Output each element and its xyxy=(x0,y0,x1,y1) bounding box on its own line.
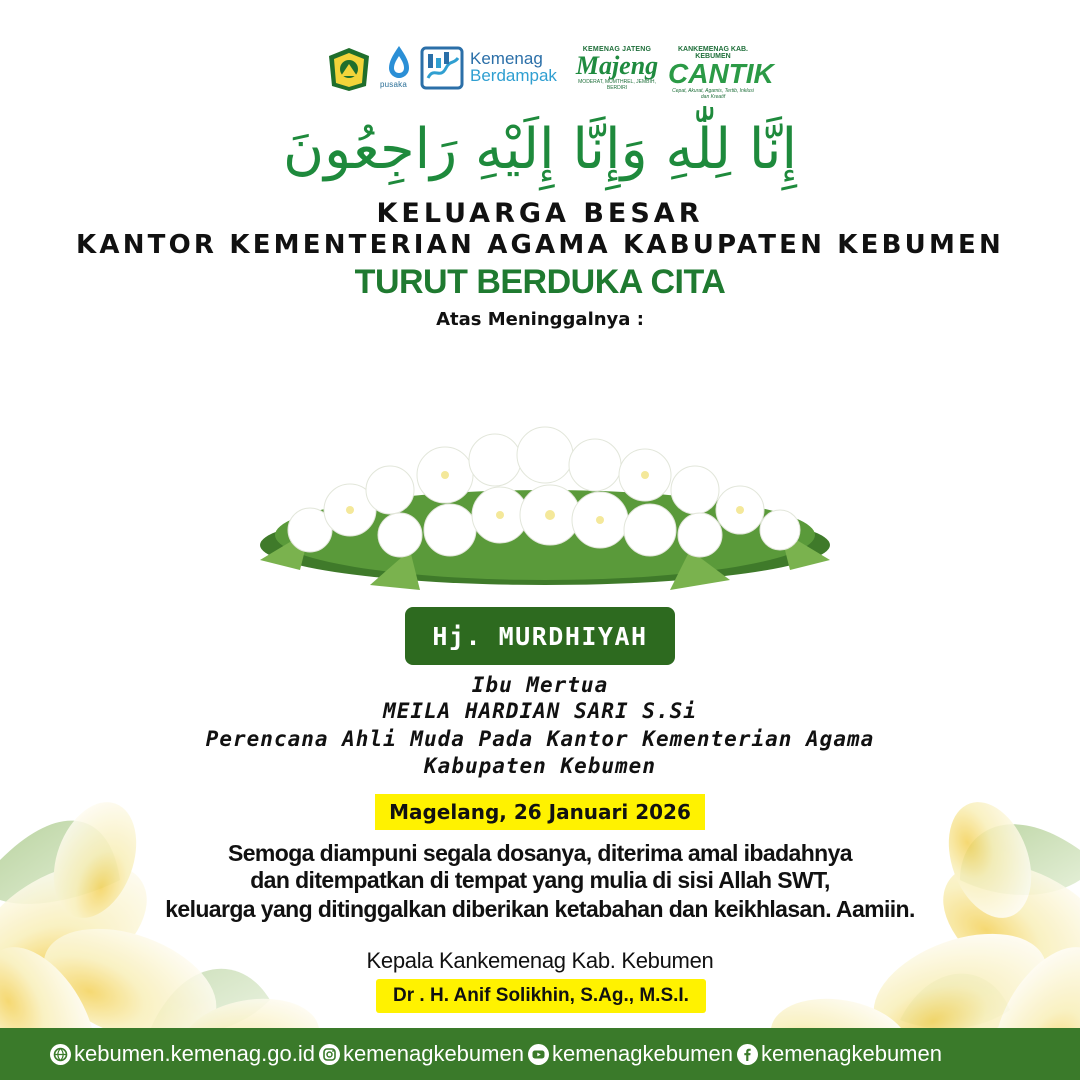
cantik-word: CANTIK xyxy=(668,58,774,89)
footer-instagram: kemenagkebumen xyxy=(342,1041,524,1066)
place-date-badge xyxy=(375,794,705,830)
prayer-line2: dan ditempatkan di tempat yang mulia di sisi Allah SWT, xyxy=(250,867,830,893)
globe-icon xyxy=(50,1044,71,1065)
footer-social-links xyxy=(50,1028,946,1080)
instagram-icon xyxy=(319,1044,340,1065)
prayer-line3: keluarga yang ditinggalkan diberikan ketabahan dan keikhlasan. Aamiin. xyxy=(165,896,915,922)
majeng-word: Majeng xyxy=(575,51,659,80)
signatory-name-badge xyxy=(376,979,706,1013)
footer-facebook: kemenagkebumen xyxy=(760,1041,942,1066)
berdampak-line2: Berdampak xyxy=(470,66,557,85)
footer-bar xyxy=(0,1028,1080,1080)
deceased-name-badge xyxy=(405,607,675,665)
berdampak-line1: Kemenag xyxy=(470,49,543,68)
heading-keluarga: KELUARGA BESAR xyxy=(376,198,704,229)
footer-youtube-link[interactable] xyxy=(528,1041,733,1067)
kemenag-logo-icon xyxy=(326,46,372,92)
footer-instagram-link[interactable] xyxy=(319,1041,524,1067)
relative-position-line2: Kabupaten Kebumen xyxy=(424,754,656,778)
berdampak-wordmark xyxy=(470,50,557,84)
majeng-tagline: MODERAT, MUMTHREL, JEMBIH, BERDIRI xyxy=(578,79,656,91)
youtube-icon xyxy=(528,1044,549,1065)
relative-name: MEILA HARDIAN SARI S.Si xyxy=(383,699,697,723)
white-flower-arrangement xyxy=(250,420,840,610)
prayer-line1: Semoga diampuni segala dosanya, diterima amal ibadahnya xyxy=(228,840,852,866)
heading-atas-meninggalnya: Atas Meninggalnya : xyxy=(436,309,644,330)
logo-row xyxy=(0,44,1080,100)
deceased-name: Hj. MURDHIYAH xyxy=(432,621,648,651)
cantik-top: KANKEMENAG KAB. KEBUMEN xyxy=(678,46,748,60)
cantik-logo xyxy=(668,46,774,100)
place-date: Magelang, 26 Januari 2026 xyxy=(389,800,691,824)
footer-website-link[interactable] xyxy=(50,1041,315,1067)
cantik-tagline: Cepat, Akurat, Agamis, Tertib, Inklusi dan Kreatif xyxy=(672,88,754,100)
footer-facebook-link[interactable] xyxy=(737,1041,942,1067)
relative-position-line1: Perencana Ahli Muda Pada Kantor Kementerian Agama xyxy=(205,727,875,751)
signatory-name: Dr . H. Anif Solikhin, S.Ag., M.S.I. xyxy=(393,985,689,1006)
heading-kantor: KANTOR KEMENTERIAN AGAMA KABUPATEN KEBUMEN xyxy=(76,230,1004,260)
footer-website: kebumen.kemenag.go.id xyxy=(74,1041,315,1066)
arabic-istirja: إِنَّا لِلّٰهِ وَإِنَّا إِلَيْهِ رَاجِعُونَ xyxy=(282,117,798,182)
facebook-icon xyxy=(737,1044,758,1065)
footer-youtube: kemenagkebumen xyxy=(551,1041,733,1066)
berdampak-logo-icon xyxy=(420,46,464,90)
majeng-top: KEMENAG JATENG xyxy=(582,46,652,53)
heading-turut-berduka: TURUT BERDUKA CITA xyxy=(354,263,726,301)
pusaka-label: pusaka xyxy=(380,80,407,89)
signatory-title: Kepala Kankemenag Kab. Kebumen xyxy=(366,948,714,973)
majeng-logo xyxy=(574,46,660,91)
relation-text: Ibu Mertua xyxy=(471,673,609,697)
